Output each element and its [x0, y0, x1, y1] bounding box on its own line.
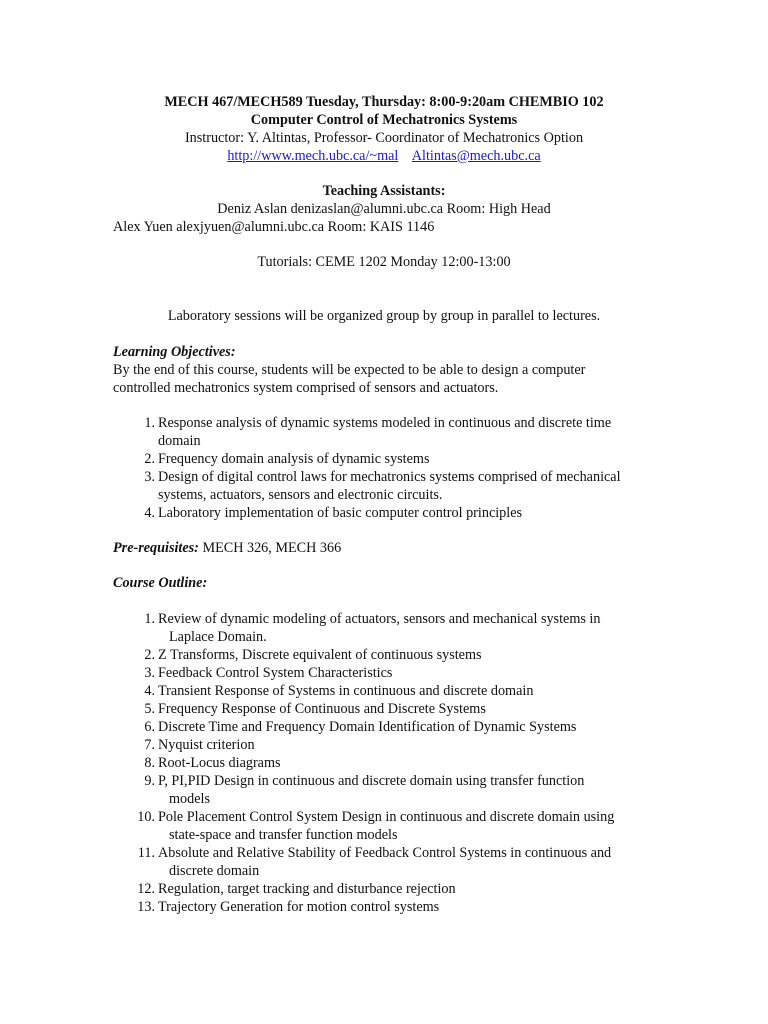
course-line: MECH 467/MECH589 Tuesday, Thursday: 8:00-9:20am CHEMBIO 102 — [164, 94, 604, 110]
ta-2: Alex Yuen alexjyuen@alumni.ubc.ca Room: KAIS 1146 — [113, 219, 435, 235]
outline-list — [113, 610, 673, 916]
ta-1: Deniz Aslan denizaslan@alumni.ubc.ca Room: High Head — [217, 201, 551, 217]
contact-links — [0, 147, 768, 165]
objectives-list — [113, 414, 673, 522]
list-item: 3. Feedback Control System Characteristics — [144, 665, 393, 681]
email-link[interactable]: Altintas@mech.ubc.ca — [411, 148, 541, 164]
list-item: 4. Laboratory implementation of basic computer control principles — [144, 505, 523, 521]
list-item: 6. Discrete Time and Frequency Domain Identification of Dynamic Systems — [144, 719, 577, 735]
list-item: 11. Absolute and Relative Stability of Feedback Control Systems in continuous and discrete domain — [137, 845, 612, 879]
list-item: 5. Frequency Response of Continuous and Discrete Systems — [144, 701, 486, 717]
list-item: 2. Z Transforms, Discrete equivalent of continuous systems — [144, 647, 482, 663]
prereq-label: Pre-requisites: — [113, 540, 199, 556]
ta-heading: Teaching Assistants: — [322, 183, 446, 199]
list-item: 2. Frequency domain analysis of dynamic systems — [144, 451, 430, 467]
list-item: 3. Design of digital control laws for mechatronics systems comprised of mechanical systems, actuators, sensors and electronic circuits. — [144, 469, 621, 503]
lab-note: Laboratory sessions will be organized group by group in parallel to lectures. — [167, 308, 601, 324]
list-item: 1. Review of dynamic modeling of actuators, sensors and mechanical systems in Laplace Domain. — [144, 611, 601, 645]
list-item: 8. Root-Locus diagrams — [144, 755, 281, 771]
objectives-heading: Learning Objectives: — [113, 344, 236, 360]
website-link[interactable]: http://www.mech.ubc.ca/~mal — [227, 148, 399, 164]
prereq-value: MECH 326, MECH 366 — [198, 540, 342, 556]
list-item: 1. Response analysis of dynamic systems modeled in continuous and discrete time domain — [144, 415, 612, 449]
list-item: 12. Regulation, target tracking and disturbance rejection — [137, 881, 456, 897]
objectives-intro-1: By the end of this course, students will be expected to be able to design a computer — [113, 362, 586, 378]
outline-heading: Course Outline: — [113, 575, 208, 591]
prerequisites — [113, 539, 341, 557]
list-item: 13. Trajectory Generation for motion control systems — [137, 899, 440, 915]
tutorials: Tutorials: CEME 1202 Monday 12:00-13:00 — [257, 254, 511, 270]
objectives-intro-2: controlled mechatronics system comprised of sensors and actuators. — [113, 380, 499, 396]
list-item: 9. P, PI,PID Design in continuous and discrete domain using transfer function models — [144, 773, 585, 807]
course-title: Computer Control of Mechatronics Systems — [250, 112, 518, 128]
list-item: 10. Pole Placement Control System Design in continuous and discrete domain using state-space and transfer function models — [137, 809, 615, 843]
list-item: 4. Transient Response of Systems in continuous and discrete domain — [144, 683, 534, 699]
list-item: 7. Nyquist criterion — [144, 737, 255, 753]
instructor-line: Instructor: Y. Altintas, Professor- Coordinator of Mechatronics Option — [184, 130, 584, 146]
